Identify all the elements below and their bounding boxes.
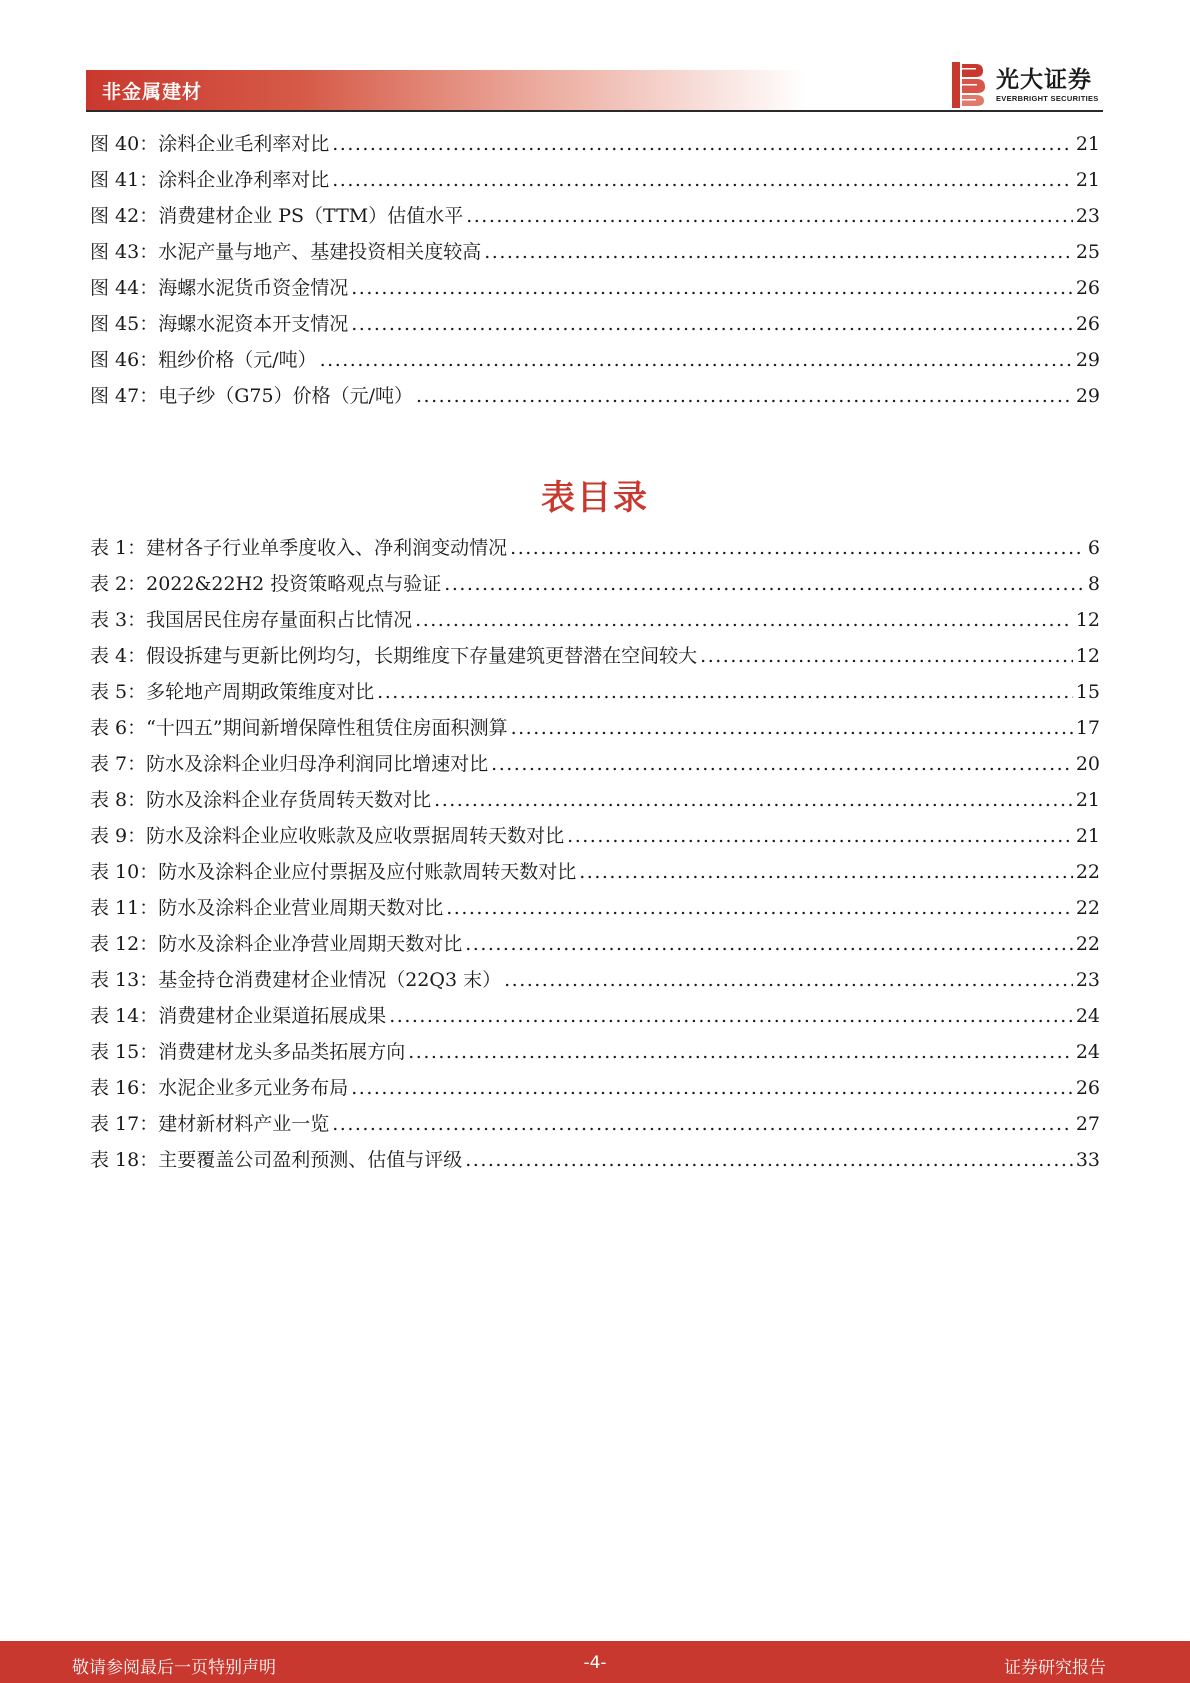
dot-leader [434, 782, 1073, 818]
entry-title: 基金持仓消费建材企业情况（22Q3 末） [158, 969, 502, 991]
entry-page: 24 [1075, 1041, 1100, 1063]
entry-title: 多轮地产周期政策维度对比 [146, 681, 375, 703]
entry-label: 表 12： [90, 933, 159, 955]
entry-label: 表 13： [90, 969, 159, 991]
table-entry[interactable] [90, 602, 1100, 638]
entry-page: 29 [1075, 349, 1100, 371]
entry-label: 表 7： [90, 753, 147, 775]
entry-title: 主要覆盖公司盈利预测、估值与评级 [158, 1149, 463, 1171]
table-entry[interactable] [90, 638, 1100, 674]
table-entry[interactable] [90, 1142, 1100, 1178]
entry-title: 电子纱（G75）价格（元/吨） [158, 385, 413, 407]
table-list [90, 530, 1100, 1178]
dot-leader [444, 566, 1085, 602]
entry-title: 我国居民住房存量面积占比情况 [146, 609, 413, 631]
entry-title: 粗纱价格（元/吨） [158, 349, 317, 371]
entry-label: 图 43： [90, 241, 159, 263]
entry-label: 表 4： [90, 645, 147, 667]
entry-page: 27 [1075, 1113, 1100, 1135]
entry-title: 防水及涂料企业应付票据及应付账款周转天数对比 [158, 861, 577, 883]
entry-title: 消费建材龙头多品类拓展方向 [158, 1041, 406, 1063]
entry-page: 26 [1075, 313, 1100, 335]
logo-name-cn: 光大证券 [996, 67, 1092, 93]
header-band [86, 70, 806, 110]
table-entry[interactable] [90, 1106, 1100, 1142]
entry-label: 表 10： [90, 861, 159, 883]
entry-page: 23 [1075, 969, 1100, 991]
figure-entry[interactable] [90, 270, 1100, 306]
entry-title: 建材新材料产业一览 [158, 1113, 330, 1135]
logo-name-en: EVERBRIGHT SECURITIES [996, 94, 1099, 103]
table-entry[interactable] [90, 674, 1100, 710]
entry-page: 21 [1075, 789, 1100, 811]
entry-title: “十四五”期间新增保障性租赁住房面积测算 [146, 717, 508, 739]
entry-page: 15 [1075, 681, 1100, 703]
entry-title: 涂料企业净利率对比 [158, 169, 330, 191]
figure-entry[interactable] [90, 126, 1100, 162]
table-entry[interactable] [90, 962, 1100, 998]
dot-leader [389, 998, 1073, 1034]
entry-label: 表 8： [90, 789, 147, 811]
dot-leader [332, 162, 1073, 198]
page-number: -4- [583, 1653, 607, 1673]
everbright-logo-icon [952, 62, 986, 108]
entry-label: 表 18： [90, 1149, 159, 1171]
entry-title: 防水及涂料企业归母净利润同比增速对比 [146, 753, 489, 775]
entry-title: 消费建材企业渠道拓展成果 [158, 1005, 387, 1027]
entry-page: 21 [1075, 169, 1100, 191]
dot-leader [415, 602, 1073, 638]
entry-label: 图 45： [90, 313, 159, 335]
entry-label: 表 1： [90, 537, 147, 559]
table-entry[interactable] [90, 746, 1100, 782]
page-footer [0, 1641, 1190, 1683]
dot-leader [332, 126, 1073, 162]
table-entry[interactable] [90, 1034, 1100, 1070]
dot-leader [504, 962, 1073, 998]
entry-label: 表 15： [90, 1041, 159, 1063]
dot-leader [465, 1142, 1073, 1178]
entry-page: 29 [1075, 385, 1100, 407]
dot-leader [700, 638, 1073, 674]
table-entry[interactable] [90, 530, 1100, 566]
figure-entry[interactable] [90, 342, 1100, 378]
dot-leader [567, 818, 1073, 854]
entry-page: 22 [1075, 933, 1100, 955]
entry-label: 表 16： [90, 1077, 159, 1099]
entry-title: 水泥企业多元业务布局 [158, 1077, 349, 1099]
dot-leader [332, 1106, 1073, 1142]
entry-title: 防水及涂料企业存货周转天数对比 [146, 789, 432, 811]
dot-leader [320, 342, 1073, 378]
entry-page: 26 [1075, 277, 1100, 299]
figure-entry[interactable] [90, 198, 1100, 234]
entry-title: 防水及涂料企业应收账款及应收票据周转天数对比 [146, 825, 565, 847]
dot-leader [465, 926, 1073, 962]
header-divider [86, 110, 1103, 112]
entry-page: 23 [1075, 205, 1100, 227]
dot-leader [579, 854, 1073, 890]
dot-leader [377, 674, 1073, 710]
entry-label: 表 3： [90, 609, 147, 631]
entry-label: 表 2： [90, 573, 147, 595]
entry-label: 表 11： [90, 897, 159, 919]
table-entry[interactable] [90, 818, 1100, 854]
footer-disclaimer: 敬请参阅最后一页特别声明 [72, 1658, 276, 1678]
dot-leader [351, 1070, 1073, 1106]
entry-page: 17 [1075, 717, 1100, 739]
table-entry[interactable] [90, 926, 1100, 962]
report-type: 证券研究报告 [1004, 1658, 1106, 1678]
company-logo [952, 62, 1104, 108]
entry-label: 图 42： [90, 205, 159, 227]
entry-label: 表 14： [90, 1005, 159, 1027]
entry-page: 12 [1075, 645, 1100, 667]
entry-page: 21 [1075, 133, 1100, 155]
entry-page: 22 [1075, 861, 1100, 883]
dot-leader [416, 378, 1073, 414]
table-entry[interactable] [90, 782, 1100, 818]
entry-title: 防水及涂料企业净营业周期天数对比 [158, 933, 463, 955]
entry-label: 图 47： [90, 385, 159, 407]
figure-entry[interactable] [90, 378, 1100, 414]
entry-title: 消费建材企业 PS（TTM）估值水平 [158, 205, 464, 227]
dot-leader [408, 1034, 1073, 1070]
entry-label: 图 41： [90, 169, 159, 191]
entry-page: 22 [1075, 897, 1100, 919]
dot-leader [351, 270, 1073, 306]
entry-title: 防水及涂料企业营业周期天数对比 [158, 897, 444, 919]
dot-leader [510, 530, 1085, 566]
entry-page: 26 [1075, 1077, 1100, 1099]
dot-leader [484, 234, 1073, 270]
table-entry[interactable] [90, 566, 1100, 602]
table-entry[interactable] [90, 890, 1100, 926]
entry-title: 海螺水泥资本开支情况 [158, 313, 349, 335]
table-entry[interactable] [90, 1070, 1100, 1106]
entry-title: 水泥产量与地产、基建投资相关度较高 [158, 241, 482, 263]
table-entry[interactable] [90, 998, 1100, 1034]
entry-page: 21 [1075, 825, 1100, 847]
entry-title: 海螺水泥货币资金情况 [158, 277, 349, 299]
figure-entry[interactable] [90, 234, 1100, 270]
figure-entry[interactable] [90, 162, 1100, 198]
entry-label: 表 5： [90, 681, 147, 703]
entry-title: 假设拆建与更新比例均匀，长期维度下存量建筑更替潜在空间较大 [146, 645, 698, 667]
entry-page: 6 [1087, 537, 1100, 559]
section-name: 非金属建材 [102, 80, 203, 103]
dot-leader [511, 710, 1073, 746]
entry-title: 涂料企业毛利率对比 [158, 133, 330, 155]
entry-page: 24 [1075, 1005, 1100, 1027]
dot-leader [351, 306, 1073, 342]
table-entry[interactable] [90, 710, 1100, 746]
dot-leader [466, 198, 1073, 234]
entry-title: 建材各子行业单季度收入、净利润变动情况 [146, 537, 508, 559]
entry-label: 图 46： [90, 349, 159, 371]
dot-leader [446, 890, 1073, 926]
dot-leader [491, 746, 1073, 782]
table-entry[interactable] [90, 854, 1100, 890]
entry-title: 2022&22H2 投资策略观点与验证 [146, 573, 442, 595]
entry-page: 33 [1075, 1149, 1100, 1171]
entry-page: 20 [1075, 753, 1100, 775]
entry-label: 表 6： [90, 717, 147, 739]
entry-label: 表 17： [90, 1113, 159, 1135]
tables-heading: 表目录 [541, 478, 649, 518]
figure-entry[interactable] [90, 306, 1100, 342]
entry-label: 图 40： [90, 133, 159, 155]
entry-label: 图 44： [90, 277, 159, 299]
entry-page: 12 [1075, 609, 1100, 631]
entry-label: 表 9： [90, 825, 147, 847]
entry-page: 25 [1075, 241, 1100, 263]
entry-page: 8 [1087, 573, 1100, 595]
figure-list [90, 126, 1100, 414]
